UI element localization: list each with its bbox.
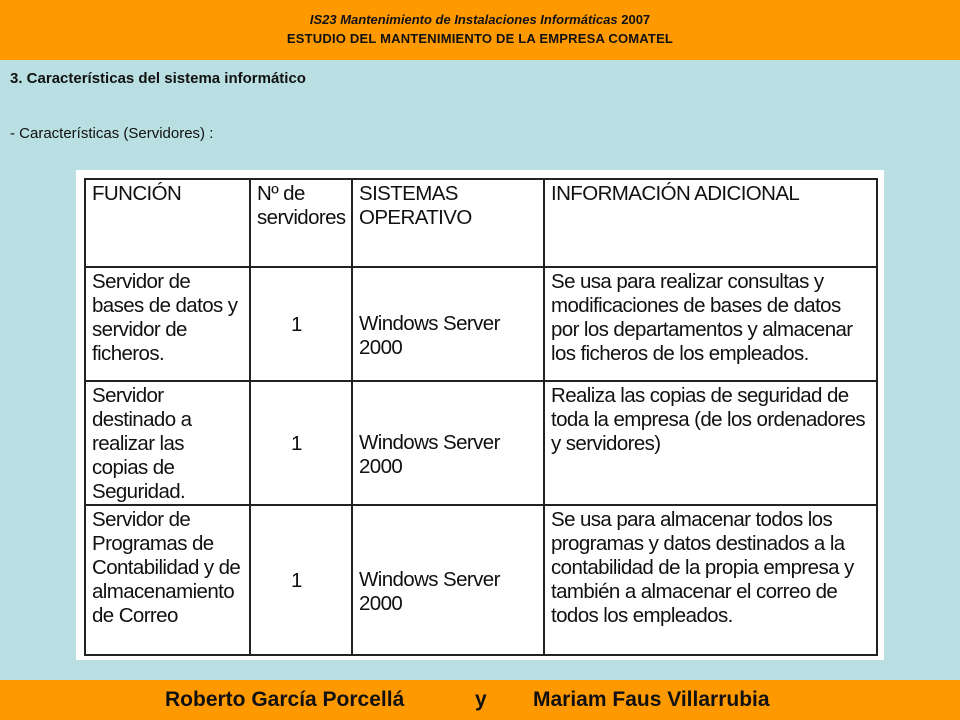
header-funcion: FUNCIÓN <box>85 179 250 267</box>
cell-funcion: Servidor de bases de datos y servidor de ficheros. <box>85 267 250 381</box>
cell-numero: 1 <box>250 505 352 655</box>
cell-sistema-operativo: Windows Server 2000 <box>352 267 544 381</box>
cell-sistema-operativo: Windows Server 2000 <box>352 505 544 655</box>
cell-numero: 1 <box>250 381 352 505</box>
slide-footer <box>0 680 960 720</box>
header-sistemas-operativo: SISTEMAS OPERATIVO <box>352 179 544 267</box>
cell-informacion: Se usa para realizar consultas y modificaciones de bases de datos por los departamentos y almacenar los ficheros de los empleados. <box>544 267 877 381</box>
cell-funcion: Servidor de Programas de Contabilidad y de almacenamiento de Correo <box>85 505 250 655</box>
cell-informacion: Realiza las copias de seguridad de toda la empresa (de los ordenadores y servidores) <box>544 381 877 505</box>
servers-table <box>84 178 878 656</box>
table-row <box>85 267 877 381</box>
servers-table-panel <box>76 170 884 660</box>
author-conjunction: y <box>475 688 487 711</box>
cell-funcion: Servidor destinado a realizar las copias de Seguridad. <box>85 381 250 505</box>
slide-header <box>0 0 960 60</box>
course-year: 2007 <box>621 12 651 27</box>
course-name: IS23 Mantenimiento de Instalaciones Informáticas <box>309 12 618 27</box>
section-title: 3. Características del sistema informático <box>10 70 306 87</box>
author-2: Mariam Faus Villarrubia <box>533 688 770 711</box>
cell-informacion: Se usa para almacenar todos los programas y datos destinados a la contabilidad de la propia empresa y también a almacenar el correo de todos los empleados. <box>544 505 877 655</box>
table-row <box>85 505 877 655</box>
header-informacion-adicional: INFORMACIÓN ADICIONAL <box>544 179 877 267</box>
course-title <box>0 12 960 27</box>
table-header-row <box>85 179 877 267</box>
study-title: ESTUDIO DEL MANTENIMIENTO DE LA EMPRESA COMATEL <box>286 31 674 46</box>
cell-numero: 1 <box>250 267 352 381</box>
header-num-servidores: Nº de servidores <box>250 179 352 267</box>
section-subtitle: - Características (Servidores) : <box>10 125 214 142</box>
cell-sistema-operativo: Windows Server 2000 <box>352 381 544 505</box>
table-row <box>85 381 877 505</box>
author-1: Roberto García Porcellá <box>165 688 405 711</box>
